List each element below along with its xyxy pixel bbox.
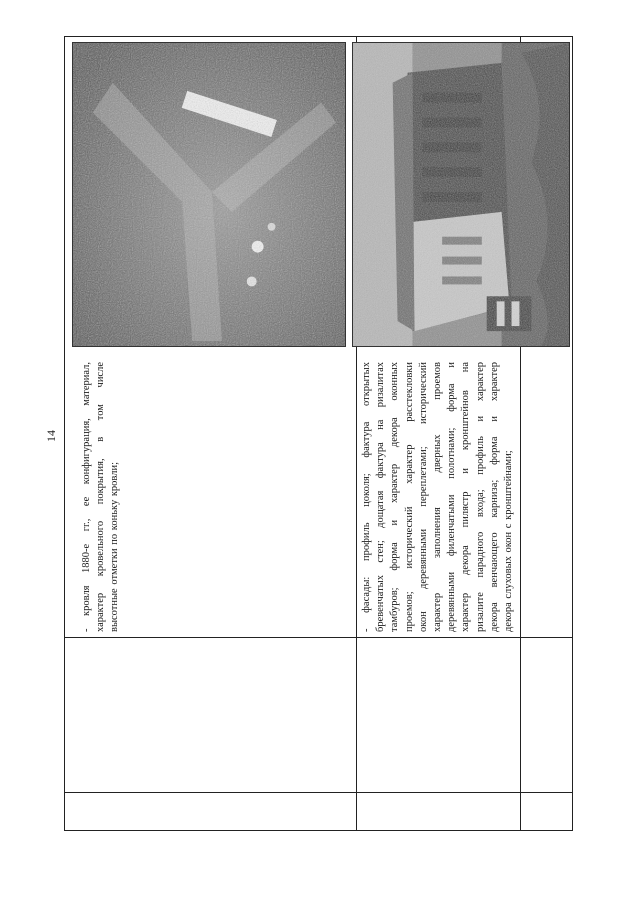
text-line: бревенчатых стен; дощатая фактура на ризалитах: [375, 362, 387, 632]
page-number: 14: [44, 430, 58, 442]
text-line: деревянными филенчатыми полотнами; форма и: [446, 362, 458, 632]
row-divider-main: [64, 637, 573, 638]
house-facade-photo: [352, 42, 570, 347]
text-line: высотные отметки по коньку кровли;: [109, 461, 121, 632]
roof-features-text: [80, 362, 123, 632]
text-line: характер декора пилястр и кронштейнов на: [460, 362, 472, 632]
roof-photo: [72, 42, 346, 347]
text-line: характер кровельного покрытия, в том числе: [95, 362, 107, 632]
text-line: проемов; исторический характер расстекловки: [403, 362, 415, 632]
text-line: характер заполнения дверных проемов: [432, 362, 444, 632]
text-line: декора венчающего карниза; форма и характер: [488, 362, 500, 632]
row-divider-bottom: [64, 792, 573, 793]
text-line: - фасады: профиль цоколя; фактура открытых: [361, 362, 372, 632]
text-line: тамбуров; форма и характер декора оконных: [389, 362, 401, 632]
facade-features-text: [360, 362, 516, 632]
text-line: окон деревянными переплетами; исторический: [417, 362, 429, 632]
text-line: ризалите парадного входа; профиль и характер: [474, 362, 486, 632]
text-line: - кровля 1880-е гг., ее конфигурация, материал,: [81, 362, 92, 632]
text-line: декора слуховых окон с кронштейнами;: [503, 450, 515, 632]
